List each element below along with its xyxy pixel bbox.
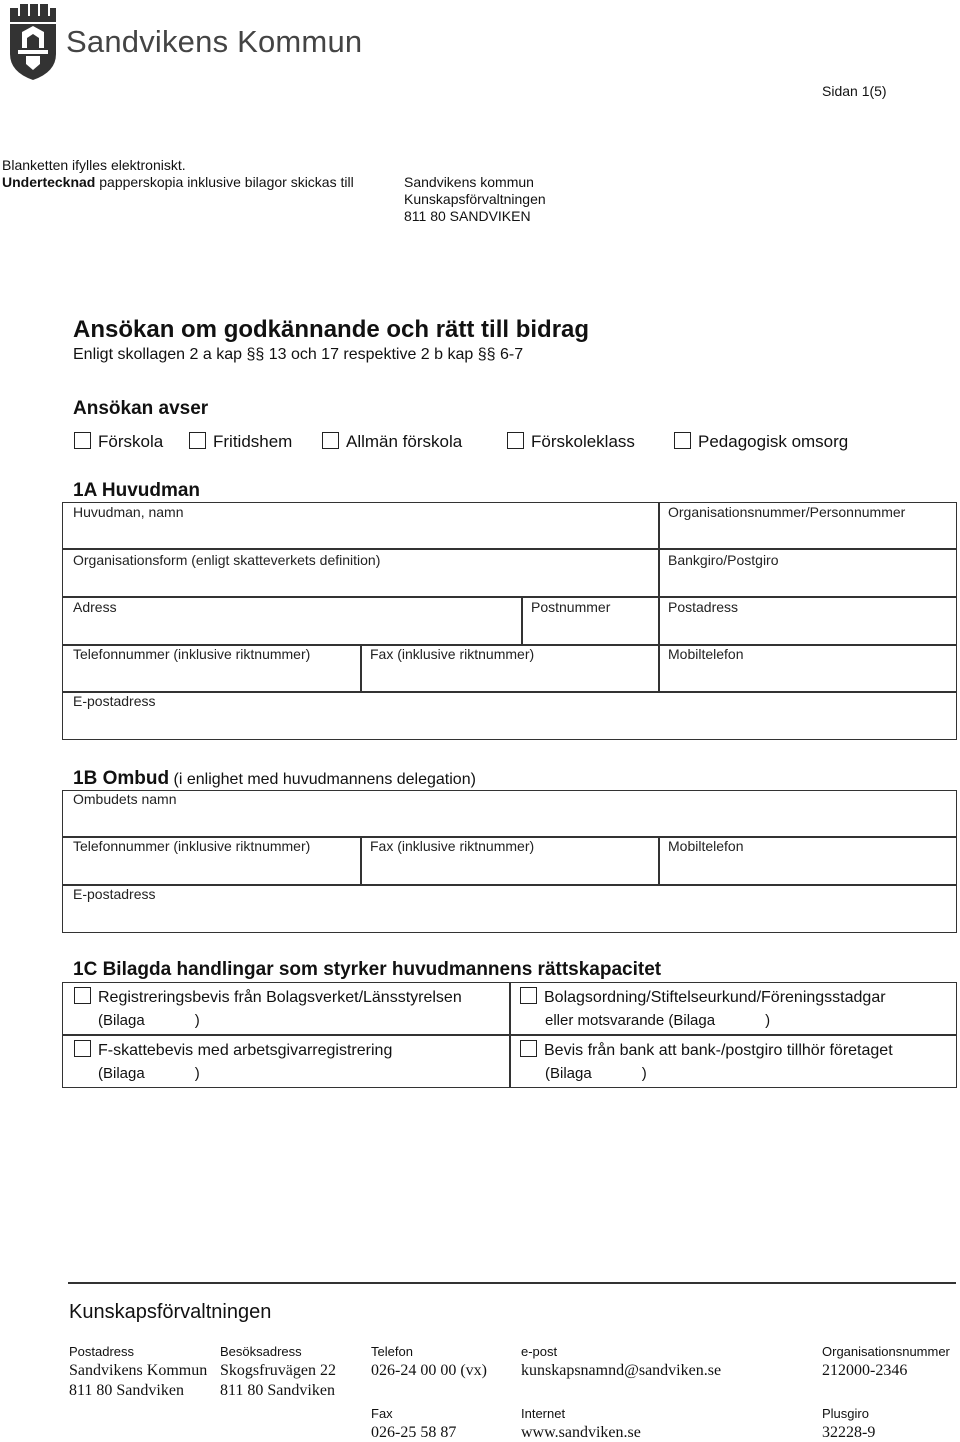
footer-internet[interactable]: www.sandviken.se — [521, 1424, 641, 1441]
bankgiro-label: Bankgiro/Postgiro — [668, 552, 779, 568]
checkbox[interactable] — [74, 432, 91, 449]
footer-department: Kunskapsförvaltningen — [69, 1301, 272, 1323]
avser-option-fritidshem[interactable]: Fritidshem — [189, 432, 292, 452]
bilaga-bankbevis[interactable]: Bevis från bank att bank-/postgiro tillhör företaget — [520, 1040, 893, 1060]
epost-field[interactable] — [64, 693, 956, 739]
orgnr-label: Organisationsnummer/Personnummer — [668, 504, 906, 520]
section-1b-heading: 1B Ombud (i enlighet med huvudmannens delegation) — [73, 768, 476, 789]
bilaga-f-skattebevis[interactable]: F-skattebevis med arbetsgivarregistrering — [74, 1040, 392, 1060]
coat-of-arms-logo — [6, 2, 58, 82]
form-title: Ansökan om godkännande och rätt till bidrag — [73, 316, 590, 343]
footer-postadress-1: Sandvikens Kommun — [69, 1362, 208, 1379]
footer-besoksadress-label: Besöksadress — [220, 1344, 302, 1359]
instruction-line-2: Undertecknad papperskopia inklusive bilagor skickas till — [2, 174, 354, 190]
footer-telefon: 026-24 00 00 (vx) — [371, 1362, 487, 1379]
adress-label: Adress — [73, 599, 117, 615]
ombud-namn-label: Ombudets namn — [73, 791, 177, 807]
section-1c-heading: 1C Bilagda handlingar som styrker huvudmannens rättskapacitet — [73, 959, 662, 980]
mail-address-line-3: 811 80 SANDVIKEN — [404, 208, 531, 224]
page-indicator: Sidan 1(5) — [822, 83, 887, 99]
footer-besoksadress-1: Skogsfruvägen 22 — [220, 1362, 336, 1379]
huvudman-namn-label: Huvudman, namn — [73, 504, 184, 520]
footer-besoksadress-2: 811 80 Sandviken — [220, 1382, 335, 1399]
mail-address-line-2: Kunskapsförvaltningen — [404, 191, 546, 207]
orgform-label: Organisationsform (enligt skatteverkets definition) — [73, 552, 381, 568]
epost-label: E-postadress — [73, 693, 156, 709]
org-name: Sandvikens Kommun — [66, 24, 363, 59]
footer-orgnr-label: Organisationsnummer — [822, 1344, 950, 1359]
ombud-telefon-label: Telefonnummer (inklusive riktnummer) — [73, 838, 311, 854]
bilaga-bankbevis-number: (Bilaga ) — [545, 1065, 647, 1082]
form-subtitle: Enligt skollagen 2 a kap §§ 13 och 17 respektive 2 b kap §§ 6-7 — [73, 346, 524, 363]
section-1a-heading: 1A Huvudman — [73, 480, 201, 501]
mobil-label: Mobiltelefon — [668, 646, 744, 662]
ombud-epost-field[interactable] — [64, 886, 956, 932]
footer-internet-label: Internet — [521, 1406, 566, 1421]
checkbox[interactable] — [189, 432, 206, 449]
checkbox[interactable] — [74, 1040, 91, 1057]
fax-label: Fax (inklusive riktnummer) — [370, 646, 535, 662]
footer-fax-label: Fax — [371, 1406, 393, 1421]
checkbox[interactable] — [322, 432, 339, 449]
ombud-epost-label: E-postadress — [73, 886, 156, 902]
instruction-line-1: Blanketten ifylles elektroniskt. — [2, 157, 186, 173]
avser-option-pedagogisk-omsorg[interactable]: Pedagogisk omsorg — [674, 432, 848, 452]
footer-postadress-label: Postadress — [69, 1344, 135, 1359]
footer-plusgiro-label: Plusgiro — [822, 1406, 869, 1421]
bilaga-bolagsordning-number: eller motsvarande (Bilaga ) — [545, 1012, 771, 1029]
ombud-mobil-label: Mobiltelefon — [668, 838, 744, 854]
checkbox[interactable] — [507, 432, 524, 449]
avser-option-forskoleklass[interactable]: Förskoleklass — [507, 432, 635, 452]
telefon-label: Telefonnummer (inklusive riktnummer) — [73, 646, 311, 662]
divider — [509, 982, 511, 1088]
footer-epost-label: e-post — [521, 1344, 558, 1359]
mail-address-line-1: Sandvikens kommun — [404, 174, 534, 190]
footer-plusgiro: 32228-9 — [822, 1424, 876, 1441]
adress-field[interactable] — [64, 598, 520, 643]
footer-fax: 026-25 58 87 — [371, 1424, 457, 1441]
bilaga-registreringsbevis-number: (Bilaga ) — [98, 1012, 200, 1029]
avser-heading: Ansökan avser — [73, 398, 209, 419]
postadress-label: Postadress — [668, 599, 739, 615]
checkbox[interactable] — [520, 1040, 537, 1057]
postnummer-label: Postnummer — [531, 599, 611, 615]
bilaga-f-skattebevis-number: (Bilaga ) — [98, 1065, 200, 1082]
bilaga-registreringsbevis[interactable]: Registreringsbevis från Bolagsverket/Länsstyrelsen — [74, 987, 462, 1007]
avser-option-forskola[interactable]: Förskola — [74, 432, 163, 452]
avser-option-allman-forskola[interactable]: Allmän förskola — [322, 432, 462, 452]
ombud-fax-label: Fax (inklusive riktnummer) — [370, 838, 535, 854]
footer-epost[interactable]: kunskapsnamnd@sandviken.se — [521, 1362, 722, 1379]
checkbox[interactable] — [674, 432, 691, 449]
checkbox[interactable] — [74, 987, 91, 1004]
ombud-namn-field[interactable] — [64, 792, 956, 835]
footer-postadress-2: 811 80 Sandviken — [69, 1382, 184, 1399]
checkbox[interactable] — [520, 987, 537, 1004]
footer-rule — [68, 1282, 956, 1284]
footer-orgnr: 212000-2346 — [822, 1362, 908, 1379]
footer-telefon-label: Telefon — [371, 1344, 413, 1359]
bilaga-bolagsordning[interactable]: Bolagsordning/Stiftelseurkund/Föreningsstadgar — [520, 987, 886, 1007]
